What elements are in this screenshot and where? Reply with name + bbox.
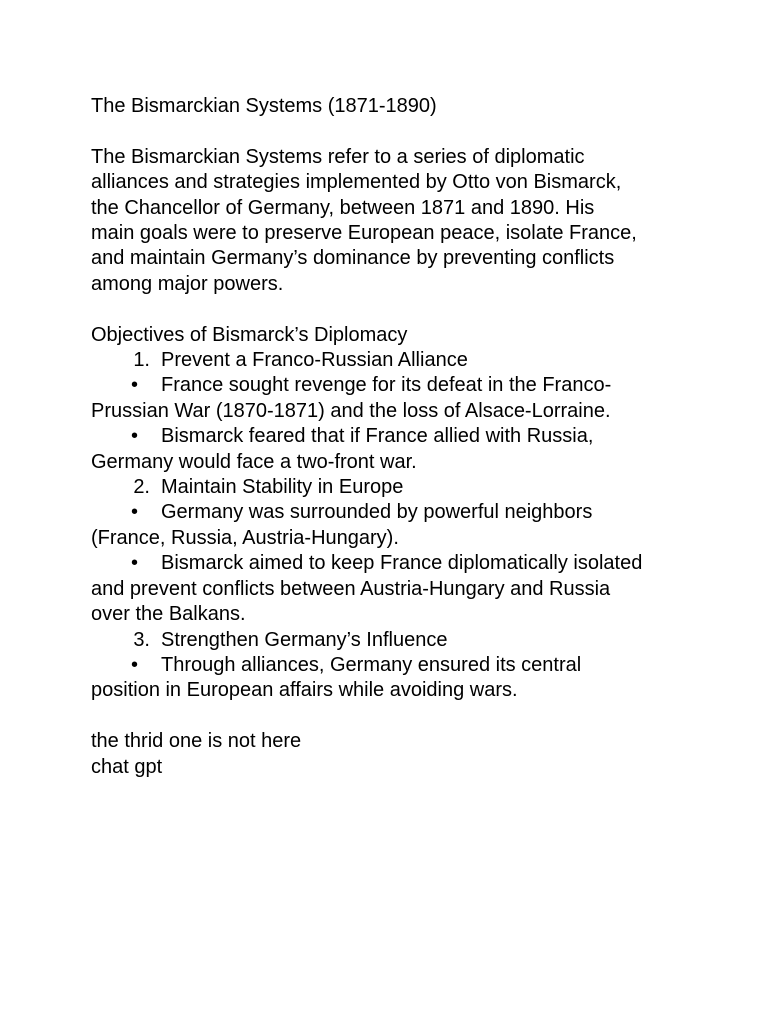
objective-title-line — [91, 475, 691, 500]
intro-line: main goals were to preserve European peace, isolate France, — [91, 222, 637, 245]
list-number: 2. — [133, 476, 150, 499]
objective-title-line — [91, 628, 691, 653]
objective-title: Prevent a Franco-Russian Alliance — [161, 349, 468, 372]
bullet-continuation: over the Balkans. — [91, 603, 246, 626]
bullet-text: France sought revenge for its defeat in the Franco- — [161, 374, 612, 397]
bullet-icon: • — [130, 653, 138, 676]
bullet-text: Bismarck aimed to keep France diplomatically isolated — [161, 552, 643, 575]
bullet-continuation: position in European affairs while avoiding wars. — [91, 679, 518, 702]
bullet-line — [91, 653, 691, 678]
bullet-line — [91, 424, 691, 449]
spacer — [91, 119, 691, 144]
spacer — [91, 704, 691, 729]
bullet-icon: • — [130, 425, 138, 448]
list-number: 1. — [133, 349, 150, 372]
bullet-continuation: (France, Russia, Austria-Hungary). — [91, 526, 399, 549]
objective-title-line — [91, 348, 691, 373]
bullet-line — [91, 373, 691, 398]
bullet-continuation: Prussian War (1870-1871) and the loss of Alsace-Lorraine. — [91, 399, 611, 422]
note-line: the thrid one is not here — [91, 730, 302, 753]
objective-title: Maintain Stability in Europe — [161, 476, 404, 499]
bullet-text: Through alliances, Germany ensured its central — [161, 653, 582, 676]
document-body — [91, 94, 691, 780]
bullet-line — [91, 500, 691, 525]
bullet-icon: • — [130, 374, 138, 397]
objective-title: Strengthen Germany’s Influence — [161, 628, 448, 651]
objective-item — [91, 348, 691, 475]
bullet-icon: • — [130, 501, 138, 524]
bullet-continuation: Germany would face a two-front war. — [91, 450, 417, 473]
bullet-continuation: and prevent conflicts between Austria-Hungary and Russia — [91, 577, 611, 600]
bullet-line — [91, 551, 691, 576]
note-line: chat gpt — [91, 755, 163, 778]
objective-item — [91, 475, 691, 627]
intro-line: and maintain Germany’s dominance by preventing conflicts — [91, 247, 615, 270]
bullet-icon: • — [130, 552, 138, 575]
intro-paragraph — [91, 145, 691, 297]
bullet-text: Bismarck feared that if France allied with Russia, — [161, 425, 594, 448]
spacer — [91, 297, 691, 322]
intro-line: The Bismarckian Systems refer to a series of diplomatic — [91, 145, 585, 168]
bullet-text: Germany was surrounded by powerful neighbors — [161, 501, 593, 524]
intro-line: alliances and strategies implemented by Otto von Bismarck, — [91, 171, 622, 194]
list-number: 3. — [133, 628, 150, 651]
document-title: The Bismarckian Systems (1871-1890) — [91, 95, 437, 117]
objectives-heading: Objectives of Bismarck’s Diplomacy — [91, 323, 408, 346]
intro-line: among major powers. — [91, 272, 284, 295]
intro-line: the Chancellor of Germany, between 1871 and 1890. His — [91, 196, 595, 219]
objective-item — [91, 628, 691, 704]
